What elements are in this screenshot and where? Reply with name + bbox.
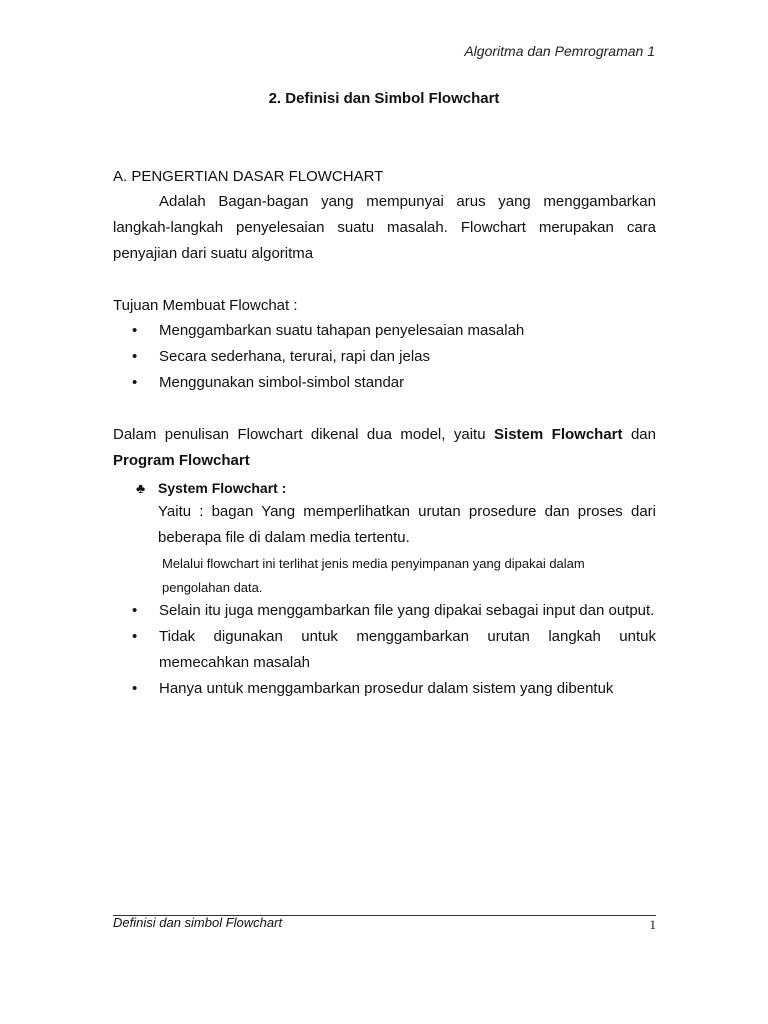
page-number: 1 — [649, 917, 656, 932]
tujuan-heading: Tujuan Membuat Flowchat : — [113, 297, 298, 314]
bullet-icon: • — [132, 348, 138, 365]
section-heading: A. PENGERTIAN DASAR FLOWCHART — [113, 168, 384, 185]
system-flowchart-definition: Yaitu : bagan Yang memperlihatkan urutan prosedure dan proses dari beberapa file di dalam media tertentu. — [158, 503, 656, 546]
list-item-text: Hanya untuk menggambarkan prosedur dalam sistem yang dibentuk — [159, 680, 614, 697]
bullet-icon: • — [132, 628, 138, 645]
footer-title: Definisi dan simbol Flowchart — [113, 915, 283, 930]
bullet-icon: • — [132, 374, 138, 391]
list-item-text: Selain itu juga menggambarkan file yang dipakai sebagai input dan output. — [159, 602, 655, 619]
list-item — [113, 370, 656, 396]
models-text-before: Dalam penulisan Flowchart dikenal dua model, yaitu — [113, 426, 495, 443]
bullet-icon: • — [132, 680, 138, 697]
list-item — [113, 344, 656, 370]
sistem-flowchart-term: Sistem Flowchart — [494, 426, 623, 443]
page-title: 2. Definisi dan Simbol Flowchart — [268, 90, 500, 107]
club-icon: ♣ — [136, 480, 146, 496]
bullet-icon: • — [132, 322, 138, 339]
system-flowchart-heading — [136, 480, 286, 496]
list-item — [113, 676, 656, 702]
list-item — [113, 318, 656, 344]
list-item-text: Menggunakan simbol-simbol standar — [159, 374, 405, 391]
list-item — [113, 624, 656, 676]
system-flowchart-list — [113, 598, 656, 702]
list-item — [113, 598, 656, 624]
list-item-text: Menggambarkan suatu tahapan penyelesaian masalah — [159, 322, 525, 339]
bullet-icon: • — [132, 602, 138, 619]
models-text-mid: dan — [622, 426, 656, 443]
list-item-text: Tidak digunakan untuk menggambarkan urutan langkah untuk memecahkan masalah — [159, 628, 656, 671]
models-paragraph — [113, 422, 656, 474]
list-item-text: Secara sederhana, terurai, rapi dan jelas — [159, 348, 430, 365]
running-header: Algoritma dan Pemrograman 1 — [464, 43, 655, 59]
tujuan-list — [113, 318, 656, 396]
intro-paragraph: Adalah Bagan-bagan yang mempunyai arus yang menggambarkan langkah-langkah penyelesaian suatu masalah. Flowchart merupakan cara penyajian dari suatu algoritma — [113, 193, 656, 262]
system-flowchart-heading-text: System Flowchart : — [158, 480, 287, 496]
program-flowchart-term: Program Flowchart — [113, 452, 250, 469]
system-flowchart-note: Melalui flowchart ini terlihat jenis media penyimpanan yang dipakai dalam pengolahan data. — [162, 556, 585, 595]
